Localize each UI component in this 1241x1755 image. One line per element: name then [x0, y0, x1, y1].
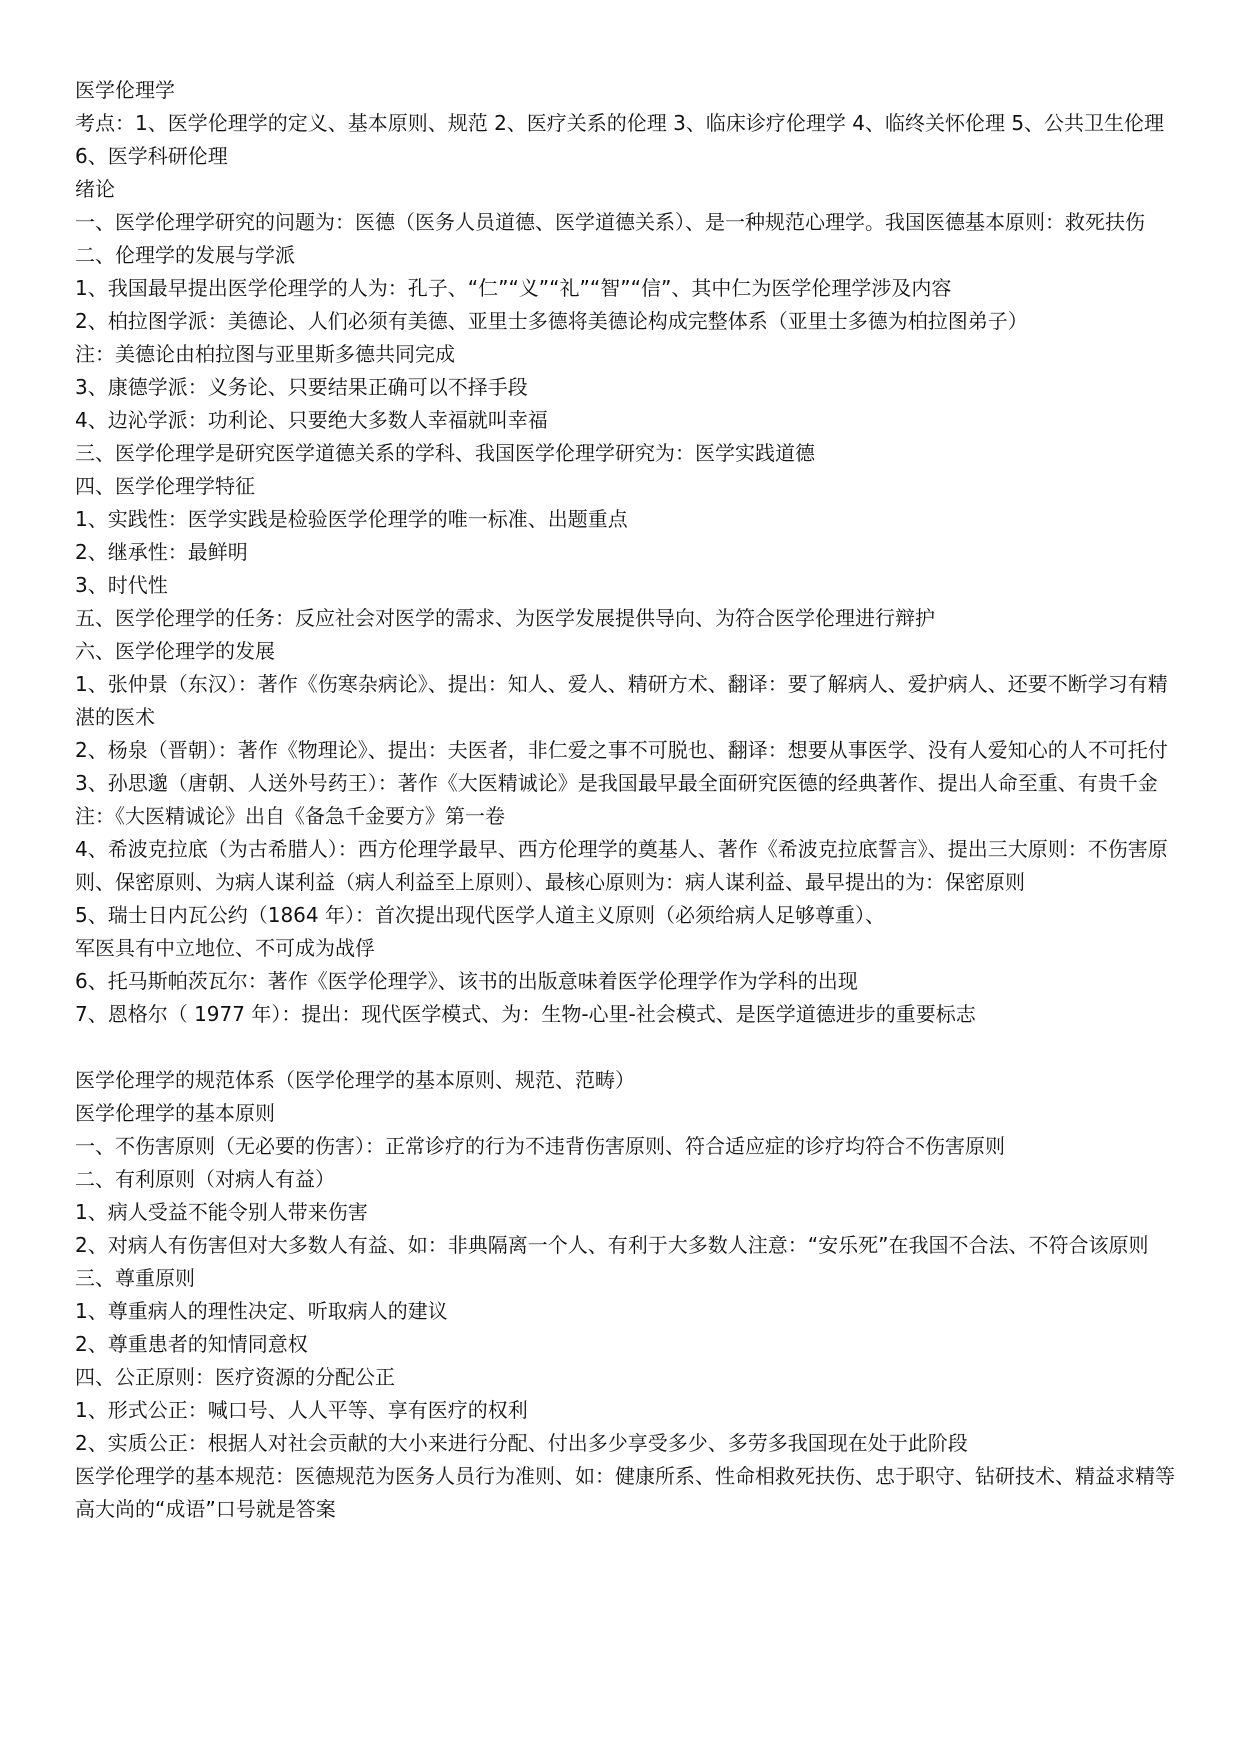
section-heading: 四、公正原则：医疗资源的分配公正	[75, 1365, 395, 1389]
note-line: 注：《大医精诚论》出自《备急千金要方》第一卷	[75, 804, 505, 828]
text-line: 2、杨泉（晋朝）：著作《物理论》、提出：夫医者，非仁爱之事不可脱也、翻译：想要从事医学、没有人爱知心的人不可托付	[75, 738, 1168, 762]
section-heading: 二、伦理学的发展与学派	[75, 243, 295, 267]
text-line: 6、托马斯帕茨瓦尔：著作《医学伦理学》、该书的出版意味着医学伦理学作为学科的出现	[75, 969, 858, 993]
text-line: 2、对病人有伤害但对大多数人有益、如：非典隔离一个人、有利于大多数人注意：“安乐死”在我国不合法、不符合该原则	[75, 1233, 1149, 1257]
section-heading: 六、医学伦理学的发展	[75, 639, 275, 663]
section-heading: 五、医学伦理学的任务：反应社会对医学的需求、为医学发展提供导向、为符合医学伦理进行辩护	[75, 606, 935, 630]
text-line: 3、孙思邈（唐朝、人送外号药王）：著作《大医精诚论》是我国最早最全面研究医德的经典著作、提出人命至重、有贵千金	[75, 771, 1158, 795]
text-line: 医学伦理学的基本规范：医德规范为医务人员行为准则、如：健康所系、性命相救死扶伤、忠于职守、钻研技术、精益求精等高大尚的“成语”口号就是答案	[75, 1464, 1175, 1521]
text-line: 4、边沁学派：功利论、只要绝大多数人幸福就叫幸福	[75, 408, 548, 432]
text-line: 1、尊重病人的理性决定、听取病人的建议	[75, 1299, 448, 1323]
section-heading: 绪论	[75, 177, 115, 201]
section-heading: 医学伦理学的规范体系（医学伦理学的基本原则、规范、范畴）	[75, 1068, 635, 1092]
text-line: 2、实质公正：根据人对社会贡献的大小来进行分配、付出多少享受多少、多劳多我国现在处于此阶段	[75, 1431, 968, 1455]
text-line: 2、柏拉图学派：美德论、人们必须有美德、亚里士多德将美德论构成完整体系（亚里士多德为柏拉图弟子）	[75, 309, 1028, 333]
text-line: 1、我国最早提出医学伦理学的人为：孔子、“仁”“义”“礼”“智”“信”、其中仁为医学伦理学涉及内容	[75, 276, 952, 300]
exam-points: 考点：1、医学伦理学的定义、基本原则、规范 2、医疗关系的伦理 3、临床诊疗伦理学 4、临终关怀伦理 5、公共卫生伦理 6、医学科研伦理	[75, 111, 1165, 168]
section-heading: 四、医学伦理学特征	[75, 474, 255, 498]
section-heading: 二、有利原则（对病人有益）	[75, 1167, 335, 1191]
text-line: 2、尊重患者的知情同意权	[75, 1332, 308, 1356]
text-line: 一、不伤害原则（无必要的伤害）：正常诊疗的行为不违背伤害原则、符合适应症的诊疗均符合不伤害原则	[75, 1134, 1005, 1158]
text-line: 4、希波克拉底（为古希腊人）：西方伦理学最早、西方伦理学的奠基人、著作《希波克拉底誓言》、提出三大原则：不伤害原则、保密原则、为病人谋利益（病人利益至上原则）、最核心原则为：病人谋利益、最早提出的为：保密原则	[75, 837, 1168, 894]
text-line: 1、张仲景（东汉）：著作《伤寒杂病论》、提出：知人、爱人、精研方术、翻译：要了解病人、爱护病人、还要不断学习有精湛的医术	[75, 672, 1168, 729]
text-line: 3、康德学派：义务论、只要结果正确可以不择手段	[75, 375, 528, 399]
section-heading: 医学伦理学的基本原则	[75, 1101, 275, 1125]
blank-line	[75, 1031, 1175, 1064]
text-line: 7、恩格尔（ 1977 年）：提出：现代医学模式、为：生物-心里-社会模式、是医学道德进步的重要标志	[75, 1002, 976, 1026]
text-line: 3、时代性	[75, 573, 168, 597]
text-line: 5、瑞士日内瓦公约（1864 年）：首次提出现代医学人道主义原则（必须给病人足够尊重）、	[75, 903, 885, 927]
note-line: 注：美德论由柏拉图与亚里斯多德共同完成	[75, 342, 455, 366]
text-line: 1、病人受益不能令别人带来伤害	[75, 1200, 368, 1224]
text-line: 1、形式公正：喊口号、人人平等、享有医疗的权利	[75, 1398, 528, 1422]
text-line: 一、医学伦理学研究的问题为：医德（医务人员道德、医学道德关系）、是一种规范心理学。我国医德基本原则：救死扶伤	[75, 210, 1145, 234]
doc-title: 医学伦理学	[75, 78, 175, 102]
text-line: 2、继承性：最鲜明	[75, 540, 248, 564]
text-line: 军医具有中立地位、不可成为战俘	[75, 936, 375, 960]
document-page	[75, 74, 1175, 1526]
text-line: 1、实践性：医学实践是检验医学伦理学的唯一标准、出题重点	[75, 507, 628, 531]
section-heading: 三、尊重原则	[75, 1266, 195, 1290]
section-heading: 三、医学伦理学是研究医学道德关系的学科、我国医学伦理学研究为：医学实践道德	[75, 441, 815, 465]
